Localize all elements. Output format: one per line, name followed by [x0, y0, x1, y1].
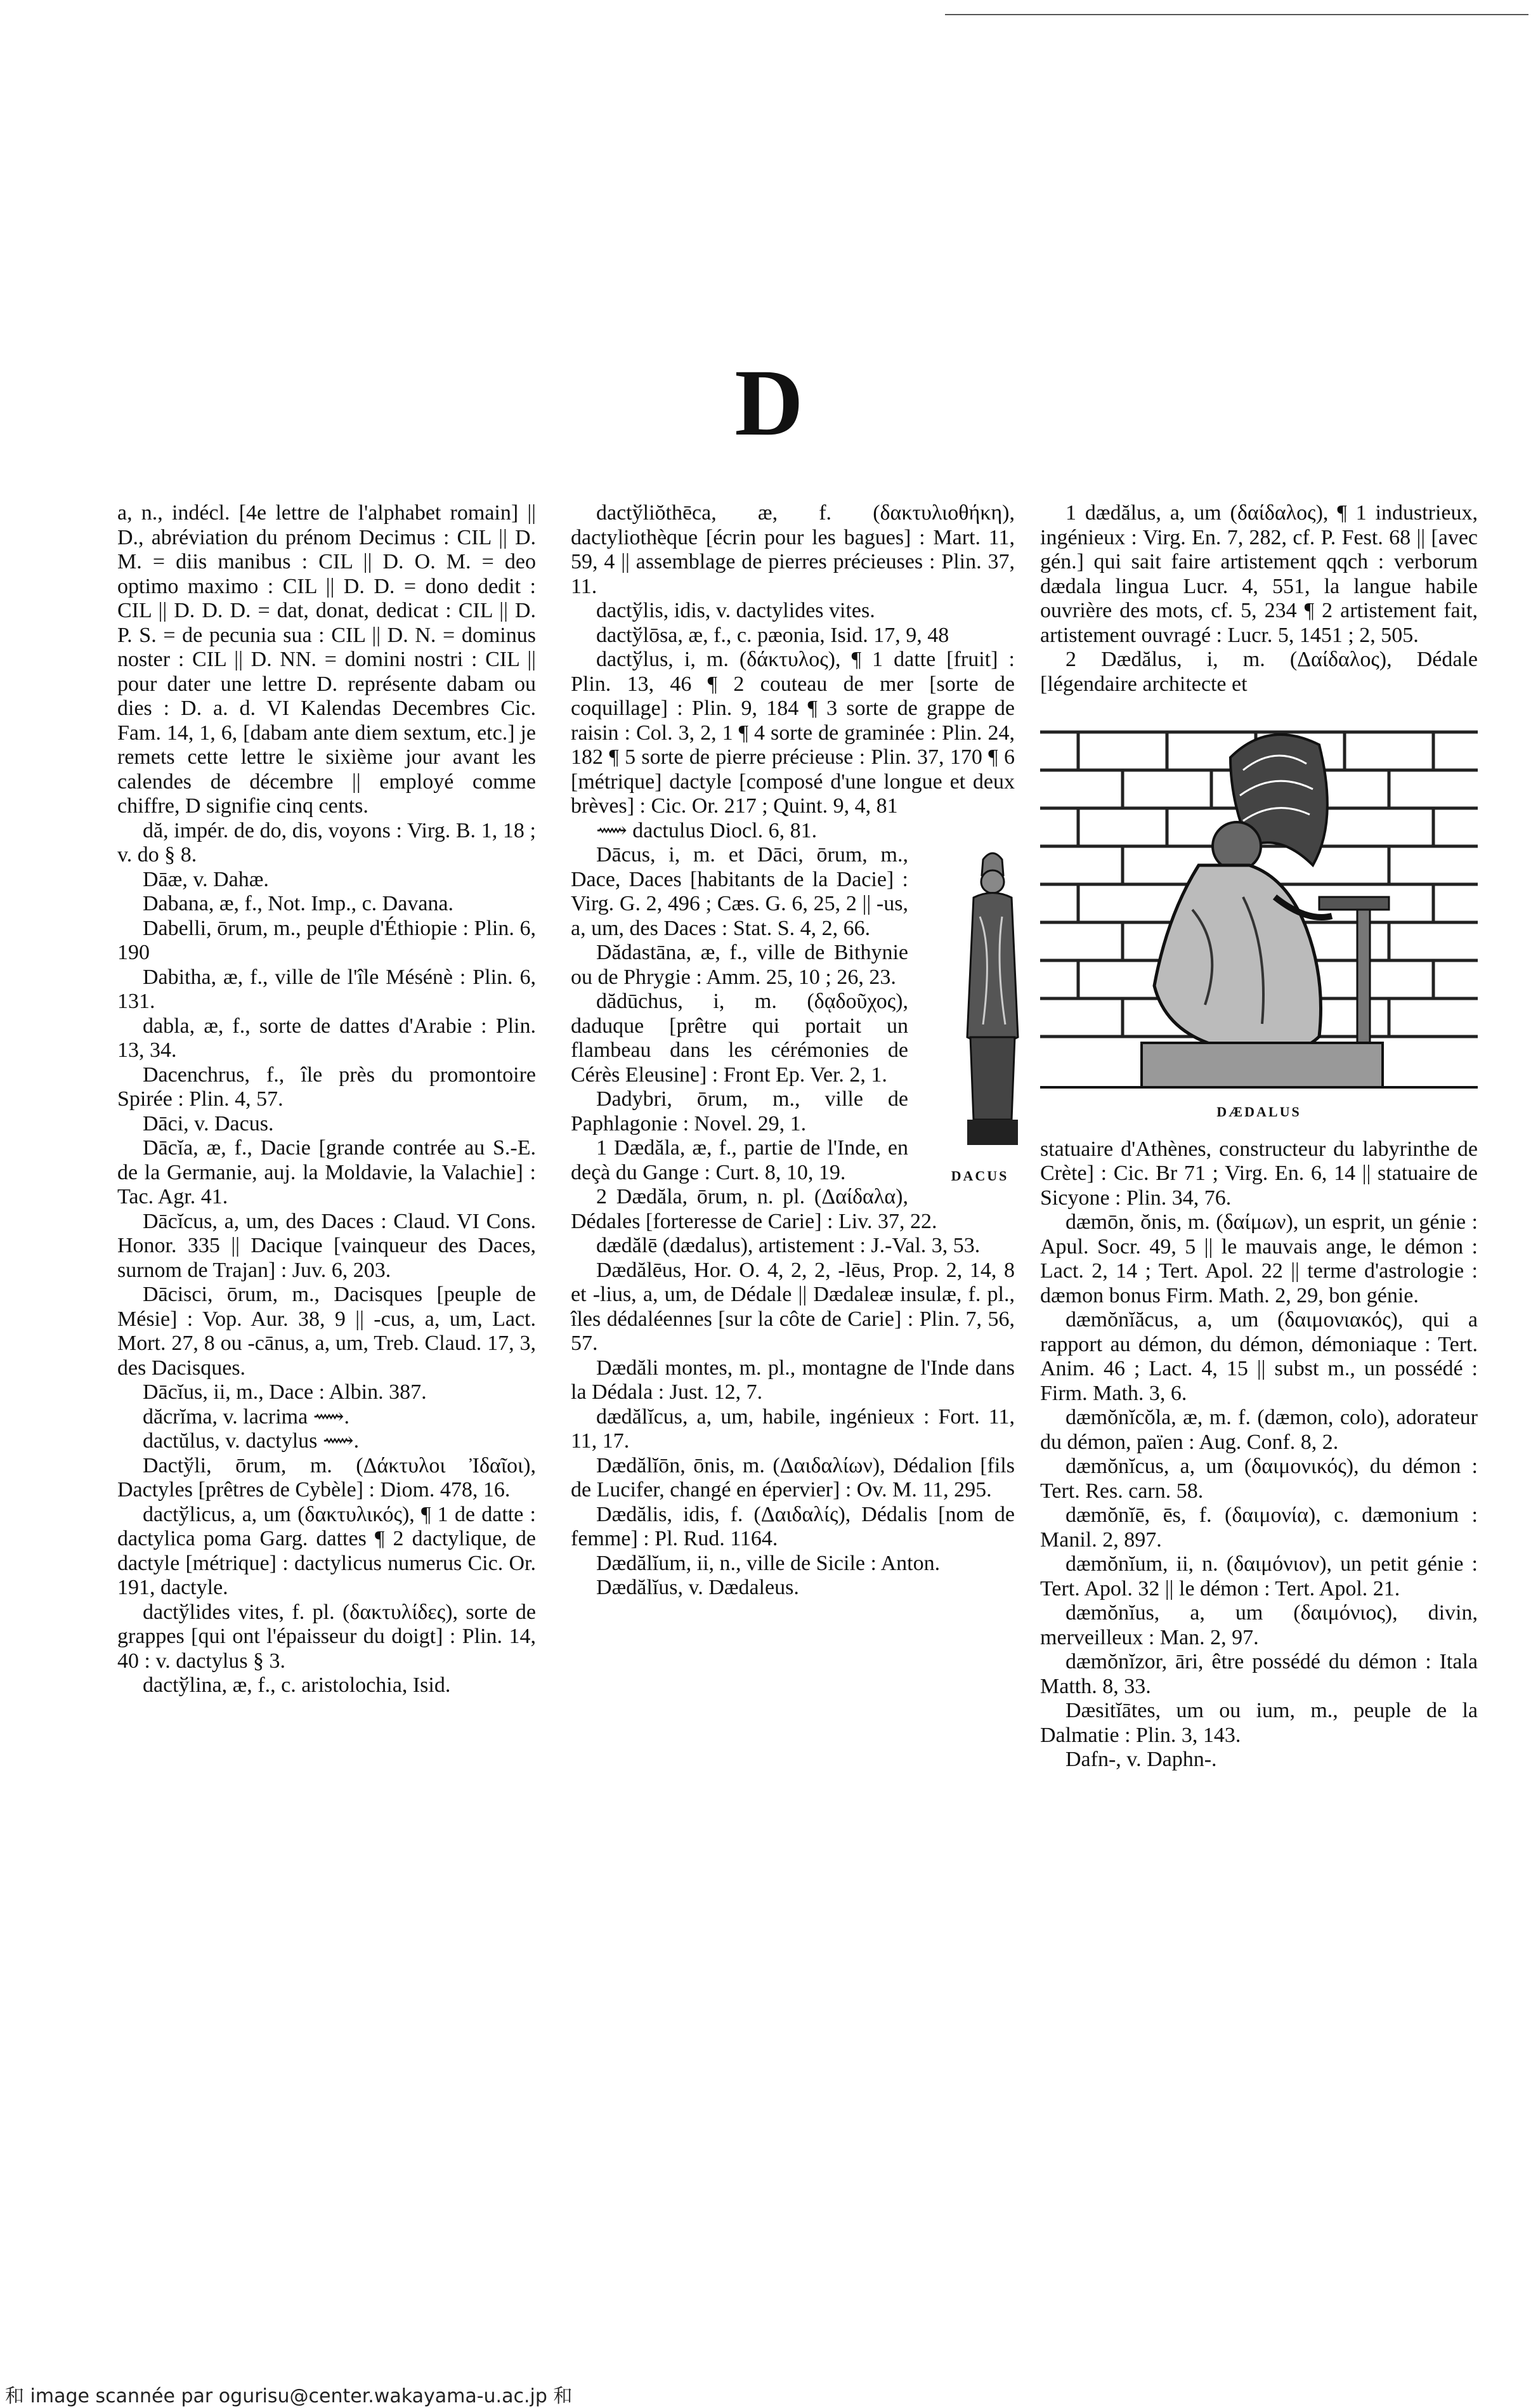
dictionary-entry: Dæsitĭātes, um ou ium, m., peuple de la Dalmatie : Plin. 3, 143. [1040, 1699, 1478, 1747]
top-rule [945, 14, 1528, 15]
dictionary-entry: 2 Dædăla, ōrum, n. pl. (Δαίδαλα), Dédales [forteresse de Carie] : Liv. 37, 22. [571, 1185, 937, 1233]
dictionary-entry: dactўlicus, a, um (δακτυλικός), ¶ 1 de datte : dactylica poma Garg. dattes ¶ 2 dactylique, de dactyle [métrique] : dactylicus numerus Cic. Or. 191, dactyle. [117, 1502, 536, 1599]
dictionary-entry: dæmōn, ŏnis, m. (δαίμων), un esprit, un génie : Apul. Socr. 49, 5 || le mauvais ange, le démon : Lact. 2, 14 ; Tert. Apol. 22 || terme d'astrologie : dæmon bonus Firm. Math. 2, 29, bon génie. [1040, 1210, 1478, 1307]
dictionary-entry: Dācĭa, æ, f., Dacie [grande contrée au S.-E. de la Germanie, auj. la Moldavie, la Valachie] : Tac. Agr. 41. [117, 1136, 536, 1208]
dictionary-entry: Dædăli montes, m. pl., montagne de l'Inde dans la Dédala : Just. 12, 7. [571, 1356, 1015, 1404]
dictionary-entry: 2 Dædălus, i, m. (Δαίδαλος), Dédale [légendaire architecte et [1040, 648, 1478, 696]
dictionary-entry: dæmŏnĭcŏla, æ, m. f. (dæmon, colo), adorateur du démon, païen : Aug. Conf. 8, 2. [1040, 1406, 1478, 1454]
dictionary-entry: a, n., indécl. [4e lettre de l'alphabet romain] || D., abréviation du prénom Decimus : CIL || D. M. = diis manibus : CIL || D. O. M. = deo optimo maximo : CIL || D. D. = dono dedit : CIL || D. D. D. = dat, donat, dedicat : CIL || D. P. S. = de pecunia sua : CIL || D. N. = dominus noster : CIL || D. NN. = domini nostri : CIL || pour dater une lettre D. représente dabam ou dies : D. a. d. VI Kalendas Decembres Cic. Fam. 14, 1, 6, [dabam ante diem sextum, etc.] je remets cette lettre le sixième jour avant les calendes de décembre || employé comme chiffre, D signifie cinq cents. [117, 501, 536, 818]
dictionary-entry: Dācĭcus, a, um, des Daces : Claud. VI Cons. Honor. 335 || Dacique [vainqueur des Daces, surnom de Trajan] : Juv. 6, 203. [117, 1209, 536, 1282]
dictionary-entry: dæmŏnĭcus, a, um (δαιμονικός), du démon : Tert. Res. carn. 58. [1040, 1455, 1478, 1503]
dictionary-entry: dactўlis, idis, v. dactylides vites. [596, 599, 875, 622]
dacus-caption: DACUS [951, 1167, 1009, 1184]
dictionary-entry: Dădastāna, æ, f., ville de Bithynie ou de Phrygie : Amm. 25, 10 ; 26, 23. [571, 941, 908, 989]
daedalus-illustration [1040, 707, 1478, 1100]
dictionary-entry: dactўlides vites, f. pl. (δακτυλίδες), sorte de grappes [qui ont l'épaisseur du doigt] : Plin. 14, 40 : v. dactylus § 3. [117, 1600, 536, 1673]
dictionary-entry: dæmŏnĭzor, āri, être possédé du démon : Itala Matth. 8, 33. [1040, 1650, 1478, 1698]
scan-credit: 和 image scannée par ogurisu@center.wakayama-u.ac.jp 和 [5, 2385, 573, 2407]
dictionary-entry: Dædălĭum, ii, n., ville de Sicile : Anton. [596, 1551, 941, 1575]
dictionary-entry: Dācĭus, ii, m., Dace : Albin. 387. [143, 1380, 427, 1404]
dictionary-entry: dædălē (dædalus), artistement : J.-Val. 3, 53. [596, 1234, 981, 1257]
section-letter: D [734, 350, 804, 455]
dictionary-entry: 1 Dædăla, æ, f., partie de l'Inde, en deçà du Gange : Curt. 8, 10, 19. [571, 1136, 908, 1184]
dictionary-entry: ⟿ dactulus Diocl. 6, 81. [596, 818, 818, 842]
dictionary-entry: Dāæ, v. Dahæ. [143, 867, 269, 891]
dacus-illustration [945, 847, 1040, 1158]
column-3-bottom [1040, 1137, 1478, 1772]
column-3-top [1040, 501, 1478, 697]
dictionary-entry: dă, impér. de do, dis, voyons : Virg. B. 1, 18 ; v. do § 8. [117, 818, 536, 867]
dictionary-entry: Dædălĭōn, ōnis, m. (Δαιδαλίων), Dédalion [fils de Lucifer, changé en épervier] : Ov. M. 11, 295. [571, 1453, 1015, 1502]
column-3 [1040, 501, 1478, 1772]
dictionary-entry: Dactўli, ōrum, m. (Δάκτυλοι Ἰδαῖοι), Dactyles [prêtres de Cybèle] : Diom. 478, 16. [117, 1453, 536, 1502]
dictionary-entry: Dabana, æ, f., Not. Imp., c. Davana. [143, 892, 454, 915]
dacus-figure [920, 847, 1015, 1188]
dictionary-entry: Dadybri, ōrum, m., ville de Paphlagonie : Novel. 29, 1. [571, 1087, 908, 1135]
dictionary-entry: Dācisci, ōrum, m., Dacisques [peuple de Mésie] : Vop. Aur. 38, 9 || -cus, a, um, Lact. Mort. 27, 8 ou -cānus, a, um, Treb. Claud. 17, 3, des Dacisques. [117, 1283, 536, 1380]
dictionary-entry: Dabitha, æ, f., ville de l'île Mésénè : Plin. 6, 131. [117, 965, 536, 1013]
dictionary-entry: dæmŏnĭus, a, um (δαιμόνιος), divin, merveilleux : Man. 2, 97. [1040, 1601, 1478, 1649]
dictionary-entry: dăcrĭma, v. lacrima ⟿. [143, 1404, 349, 1429]
column-2 [571, 501, 1015, 1600]
dictionary-entry: DACUS Dācus, i, m. et Dāci, ōrum, m., Dace, Daces [habitants de la Dacie] : Virg. G. 2, 496 ; Cæs. G. 6, 25, 2 || -us, a, um, des Daces : Stat. S. 4, 2, 66. [571, 843, 1015, 941]
dictionary-entry: dabla, æ, f., sorte de dattes d'Arabie : Plin. 13, 34. [117, 1014, 536, 1062]
daedalus-caption: DÆDALUS [1216, 1104, 1301, 1120]
dictionary-entry: dæmŏnĭăcus, a, um (δαιμονιακός), qui a rapport au démon, du démon, démoniaque : Tert. Anim. 46 ; Lact. 4, 15 || subst m., un possédé : Firm. Math. 3, 6. [1040, 1308, 1478, 1405]
dictionary-entry: dactŭlus, v. dactylus ⟿. [143, 1429, 360, 1453]
dictionary-entry: Dædălĭus, v. Dædaleus. [596, 1576, 799, 1599]
dictionary-entry: dædălĭcus, a, um, habile, ingénieux : Fort. 11, 11, 17. [571, 1404, 1015, 1453]
dictionary-entry: dæmŏnĭum, ii, n. (δαιμόνιον), un petit génie : Tert. Apol. 32 || le démon : Tert. Apol. 21. [1040, 1552, 1478, 1600]
dictionary-entry: Dædălēus, Hor. O. 4, 2, 2, -lēus, Prop. 2, 14, 8 et -lius, a, um, de Dédale || Dædaleæ insulæ, f. pl., îles dédaléennes [sur la côte de Carie] : Plin. 7, 56, 57. [571, 1258, 1015, 1355]
dictionary-entry: dactўlus, i, m. (δάκτυλος), ¶ 1 datte [fruit] : Plin. 13, 46 ¶ 2 couteau de mer [sorte de coquillage] : Plin. 9, 184 ¶ 3 sorte de grappe de raisin : Col. 3, 2, 1 ¶ 4 sorte de graminée : Plin. 24, 182 ¶ 5 sorte de pierre précieuse : Plin. 37, 170 ¶ 6 [métrique] dactyle [composé d'une longue et deux brèves] : Cic. Or. 217 ; Quint. 9, 4, 81 [571, 648, 1015, 818]
dictionary-entry: dactўlina, æ, f., c. aristolochia, Isid. [143, 1673, 451, 1697]
dictionary-entry: Dacenchrus, f., île près du promontoire Spirée : Plin. 4, 57. [117, 1063, 536, 1111]
daedalus-figure [1040, 707, 1478, 1125]
dictionary-entry: dactўliŏthēca, æ, f. (δακτυλιοθήκη), dactyliothèque [écrin pour les bagues] : Mart. 11, 59, 4 || assemblage de pierres précieuses : Plin. 37, 11. [571, 501, 1015, 598]
dictionary-entry: dæmŏnĭē, ēs, f. (δαιμονία), c. dæmonium : Manil. 2, 897. [1040, 1503, 1478, 1552]
dictionary-entry: Dædălis, idis, f. (Δαιδαλίς), Dédalis [nom de femme] : Pl. Rud. 1164. [571, 1502, 1015, 1550]
dictionary-entry: dactўlōsa, æ, f., c. pæonia, Isid. 17, 9, 48 [596, 623, 949, 647]
dictionary-entry: Dabelli, ōrum, m., peuple d'Éthiopie : Plin. 6, 190 [117, 916, 536, 964]
dictionary-entry: statuaire d'Athènes, constructeur du labyrinthe de Crète] : Cic. Br 71 ; Virg. En. 6, 14 || statuaire de Sicyone : Plin. 34, 76. [1040, 1137, 1478, 1210]
dictionary-entry: Dafn-, v. Daphn-. [1066, 1748, 1217, 1771]
dictionary-entry: Dāci, v. Dacus. [143, 1111, 274, 1135]
dictionary-entry: dădūchus, i, m. (δᾳδοῦχος), daduque [prêtre qui portait un flambeau dans les cérémonies de Cérès Eleusine] : Front Ep. Ver. 2, 1. [571, 990, 908, 1087]
dictionary-entry: 1 dædălus, a, um (δαίδαλος), ¶ 1 industrieux, ingénieux : Virg. En. 7, 282, cf. P. Fest. 68 || [avec gén.] qui sait faire artistement qqch : verborum dædala lingua Lucr. 4, 551, la langue habile ouvrière des mots, cf. 5, 234 ¶ 2 artistement fait, artistement ouvragé : Lucr. 5, 1451 ; 2, 505. [1040, 501, 1478, 647]
column-1 [117, 501, 536, 1698]
